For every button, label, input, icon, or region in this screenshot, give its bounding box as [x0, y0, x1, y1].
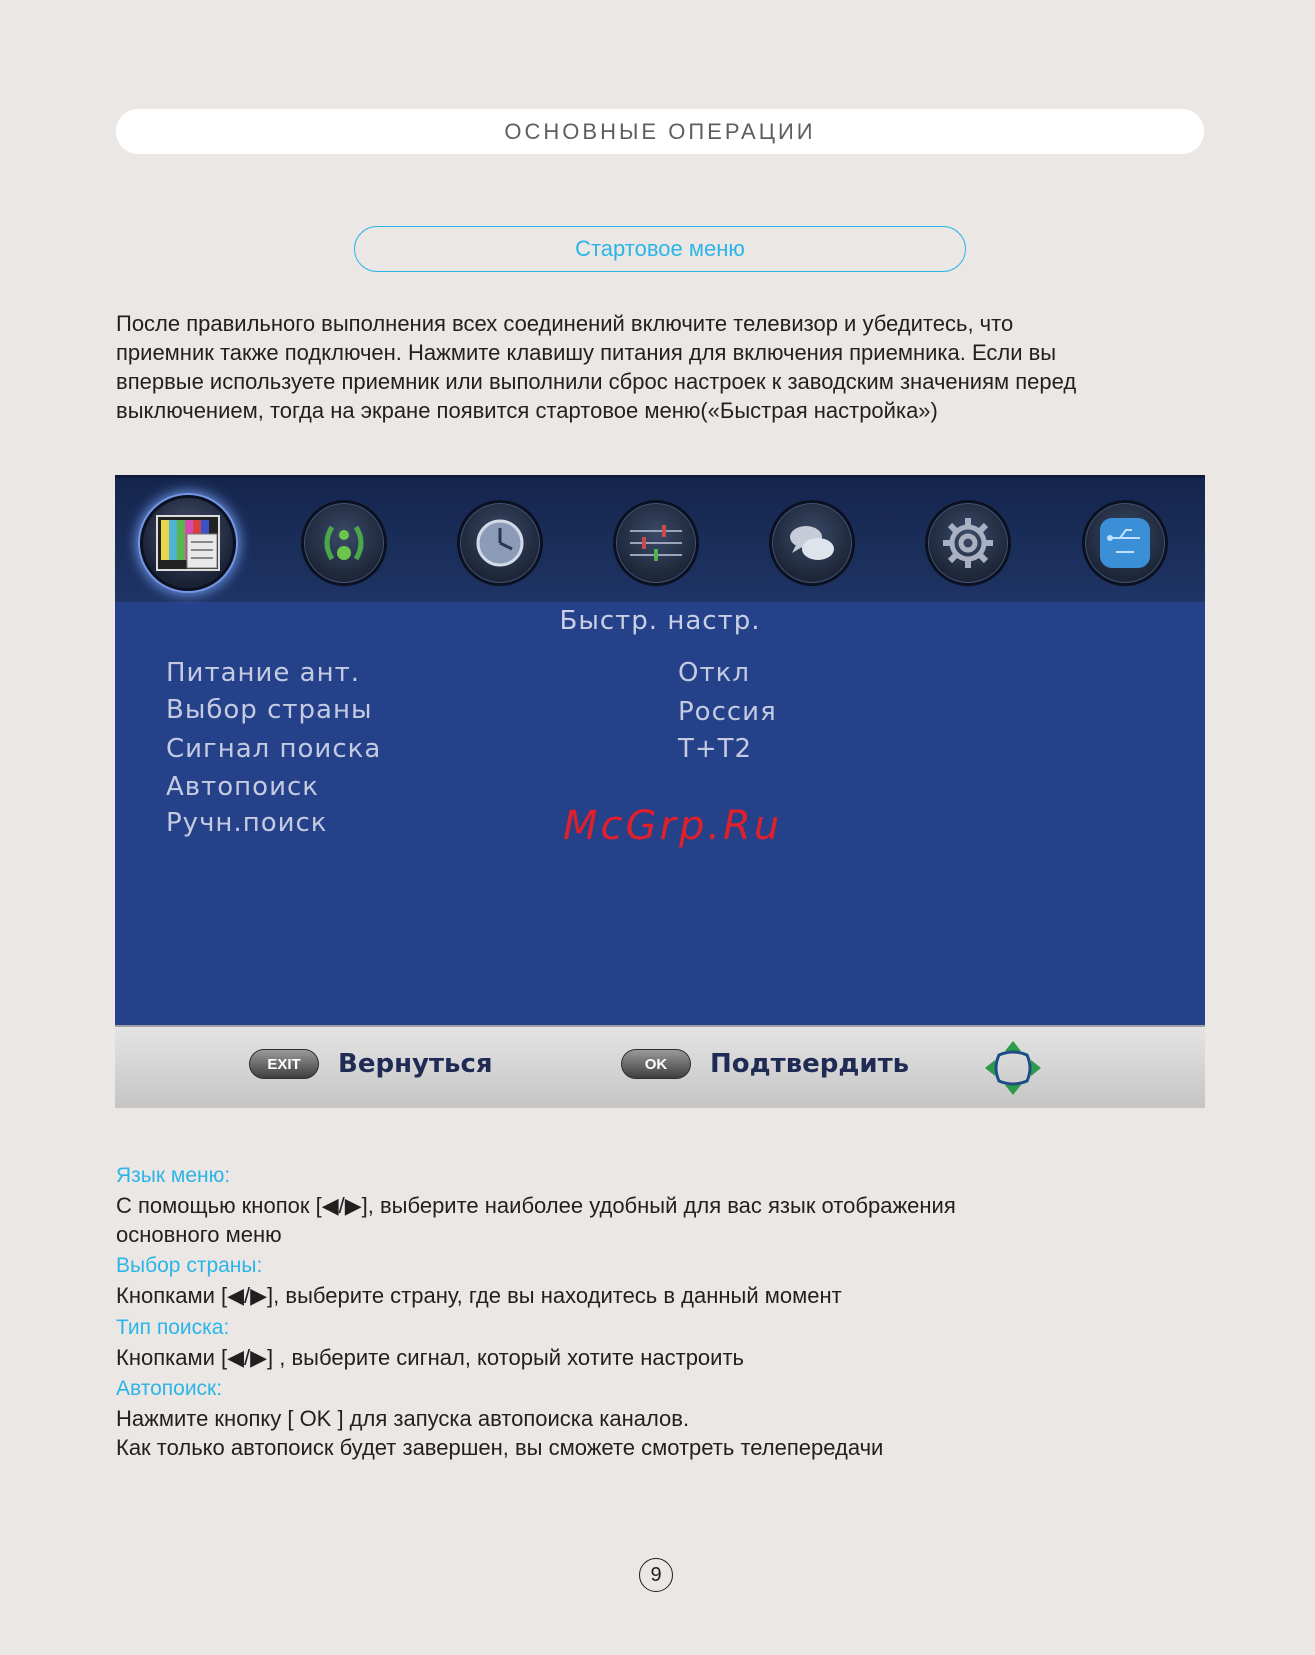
section-title: Стартовое меню: [575, 236, 745, 261]
equalizer-icon[interactable]: [613, 500, 699, 586]
help-heading-search-type: Тип поиска:: [116, 1316, 230, 1339]
chapter-title: ОСНОВНЫЕ ОПЕРАЦИИ: [504, 118, 816, 144]
gear-icon[interactable]: [925, 500, 1011, 586]
help-text-menu-language: [116, 1191, 956, 1249]
navigation-arrows-icon: [981, 1037, 1045, 1099]
exit-key-label: Вернуться: [338, 1049, 493, 1079]
usb-icon[interactable]: [1082, 500, 1168, 586]
help-heading-country: Выбор страны:: [116, 1254, 263, 1277]
tv-menu-screenshot: [115, 475, 1205, 1108]
tv-menu-icon-bar: [115, 478, 1205, 602]
intro-line: впервые используете приемник или выполнили сброс настроек к заводским значениям перед: [116, 369, 1077, 394]
help-line: С помощью кнопок [◀/▶], выберите наиболее удобный для вас язык отображения: [116, 1193, 956, 1218]
antenna-icon[interactable]: [301, 500, 387, 586]
intro-paragraph: [116, 309, 1216, 425]
page-number: 9: [639, 1558, 673, 1592]
menu-item-search-signal[interactable]: Сигнал поиска: [166, 734, 382, 764]
watermark: McGrp.Ru: [563, 803, 783, 849]
tv-menu-footer: [115, 1025, 1205, 1108]
intro-line: После правильного выполнения всех соединений включите телевизор и убедитесь, что: [116, 311, 1014, 336]
help-heading-menu-language: Язык меню:: [116, 1164, 231, 1187]
help-text-country: [116, 1281, 842, 1310]
menu-value-antenna-power: Откл: [678, 658, 750, 688]
menu-item-manual-search[interactable]: Ручн.поиск: [166, 808, 328, 838]
menu-item-auto-search[interactable]: Автопоиск: [166, 772, 319, 802]
intro-line: приемник также подключен. Нажмите клавишу питания для включения приемника. Если вы: [116, 340, 1057, 365]
ok-key-label: Подтвердить: [710, 1049, 910, 1079]
chapter-header: [116, 109, 1204, 154]
help-text-auto-search: [116, 1404, 883, 1462]
ok-key[interactable]: OK: [621, 1049, 691, 1079]
menu-item-antenna-power[interactable]: Питание ант.: [166, 658, 361, 688]
exit-key[interactable]: EXIT: [249, 1049, 319, 1079]
help-line: Кнопками [◀/▶], выберите страну, где вы находитесь в данный момент: [116, 1283, 842, 1308]
help-line: Как только автопоиск будет завершен, вы сможете смотреть телепередачи: [116, 1435, 884, 1460]
tv-settings-icon[interactable]: [140, 495, 236, 591]
menu-value-country: Россия: [678, 697, 777, 727]
help-line: основного меню: [116, 1222, 282, 1247]
tv-menu-title: Быстр. настр.: [559, 606, 761, 636]
help-heading-auto-search: Автопоиск:: [116, 1377, 223, 1400]
menu-item-country[interactable]: Выбор страны: [166, 695, 373, 725]
menu-value-search-signal: T+T2: [678, 734, 753, 764]
section-title-pill: [354, 226, 966, 272]
intro-line: выключением, тогда на экране появится стартовое меню(«Быстрая настройка»): [116, 398, 938, 423]
chat-icon[interactable]: [769, 500, 855, 586]
help-line: Кнопками [◀/▶] , выберите сигнал, который хотите настроить: [116, 1345, 744, 1370]
help-text-search-type: [116, 1343, 744, 1372]
clock-icon[interactable]: [457, 500, 543, 586]
help-line: Нажмите кнопку [ OK ] для запуска автопоиска каналов.: [116, 1406, 690, 1431]
